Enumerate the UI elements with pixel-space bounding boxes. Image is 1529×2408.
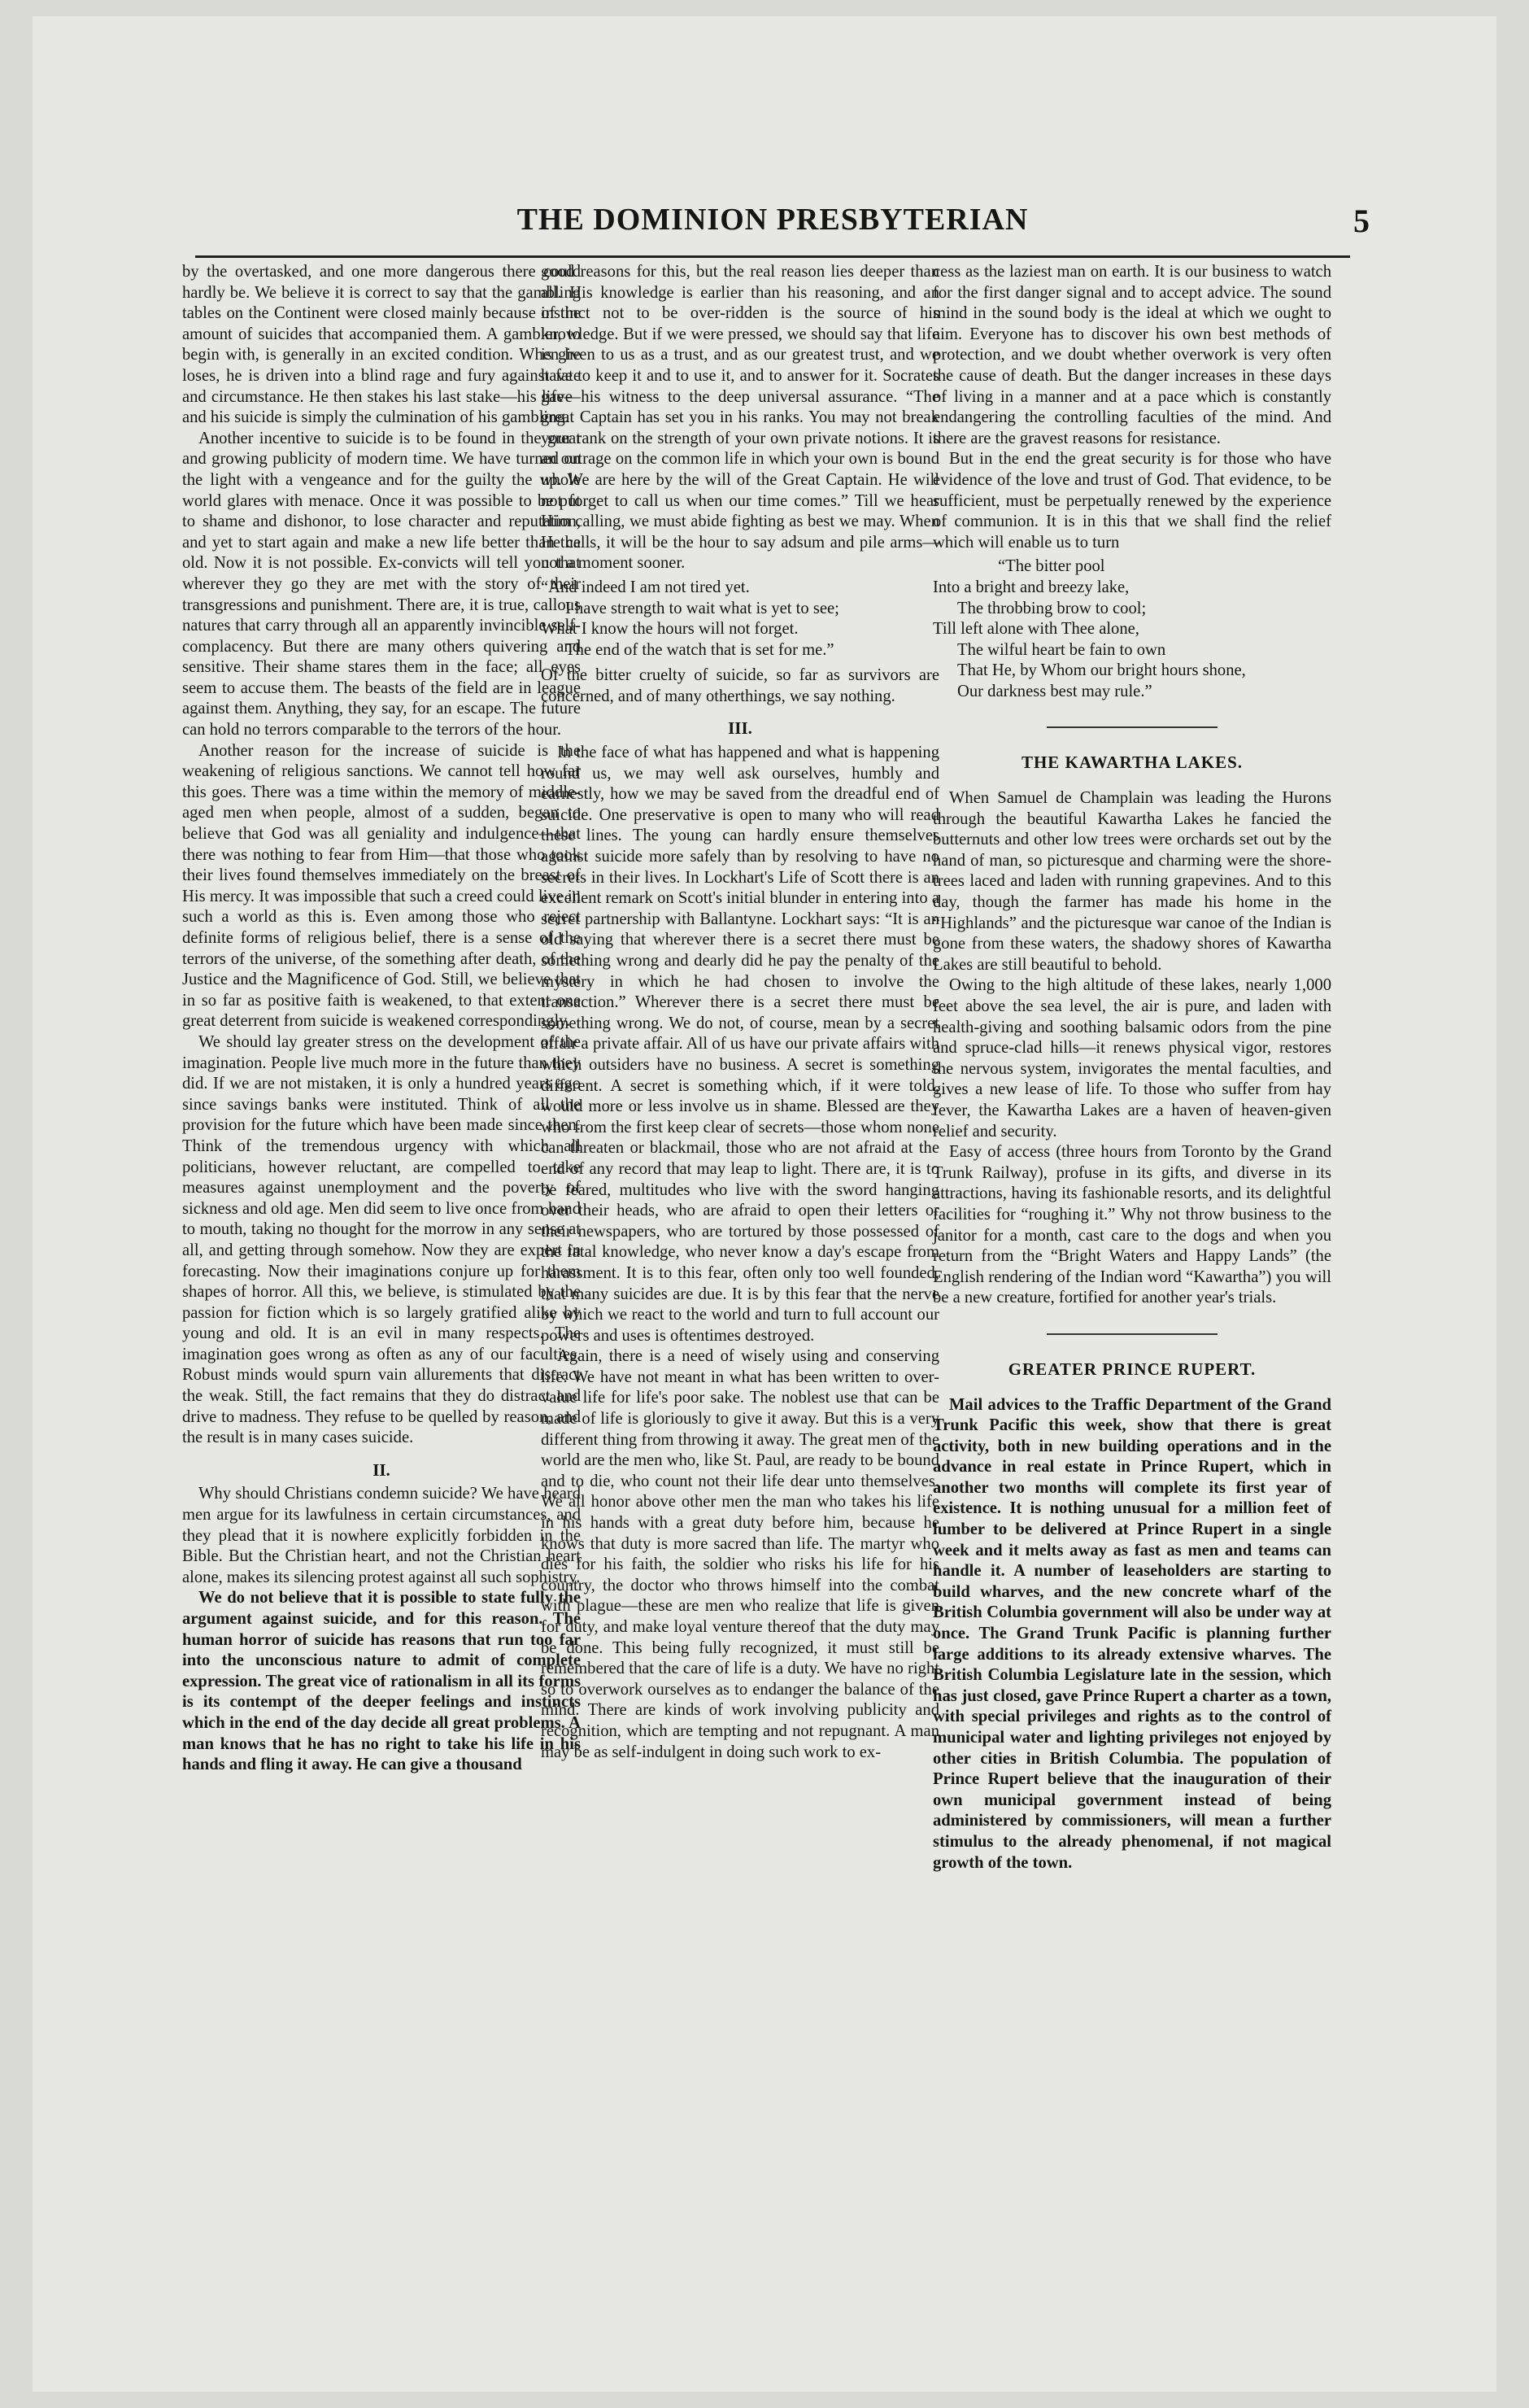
paragraph: When Samuel de Champlain was leading the Hurons through the beautiful Kawartha Lakes he fancied the butternuts and other low trees were orchards set out by the hand of man, so picturesque and charming were the shore-trees laced and laden with running grapevines. And to this day, though the farmer has made his home in the “Highlands” and the picturesque war canoe of the Indian is gone from these waters, the shadowy shores of Kawartha Lakes are still beautiful to behold. bbox=[933, 789, 1331, 974]
verse-line: Into a bright and breezy lake, bbox=[933, 578, 1130, 596]
masthead-title: THE DOMINION PRESBYTERIAN bbox=[516, 203, 1029, 237]
verse-line: I have strength to wait what is yet to see; bbox=[565, 599, 839, 617]
paragraph: In the face of what has happened and what is happening round us, we may well ask ourselves, humbly and earnestly, how we may be saved from the dreadful end of suicide. One preservative is open to many who will read these lines. The young can hardly ensure themselves against suicide more safely than by resolving to have no secrets in their lives. In Lockhart's Life of Scott there is an excellent remark on Scott's initial blunder in entering into a secret partnership with Ballantyne. Lockhart says: “It is an old saying that wherever there is a secret there must be something wrong and dearly did he pay the penalty of the mystery in which he had chosen to involve the transaction.” Wherever there is a secret there must be something wrong. We do not, of course, mean by a secret affair a private affair. All of us have our private affairs with which outsiders have no business. A secret is something different. A secret is something which, if it were told, would more or less involve us in shame. Blessed are they who from the first keep clear of secrets—those whom none can threaten or blackmail, those who are not afraid at the end of any record that may leap to light. There are, it is to be feared, multitudes who live with the sword hanging over their heads, who are afraid to open their letters or their newspapers, who are tortured by those possessed of the fatal knowledge, who never know a day's escape from harassment. It is to this fear, often only too well founded, that many suicides are due. It is by this fear that the nerve by which we react to the world and turn to full account our powers and uses is oftentimes destroyed. bbox=[541, 744, 939, 1345]
column-left bbox=[182, 262, 581, 1776]
page-header bbox=[195, 198, 1370, 258]
page-number: 5 bbox=[1353, 203, 1370, 239]
paragraph: good reasons for this, but the real reason lies deeper than all. His knowledge is earlier than his reasoning, and an instinct not to be over-ridden is the source of his knowledge. But if we were pressed, we should say that life is given to us as a trust, and as our greatest trust, and we have to keep it and to use it, and to answer for it. Socrates gave his witness to the deep universal assurance. “The great Captain has set you in his ranks. You may not break your rank on the strength of your own private notions. It is an outrage on the common life in which your own is bound up. We are here by the will of the Great Captain. He will not forget to call us when our time comes.” Till we hear Him calling, we must abide fighting as best we may. When He calls, it will be the hour to say adsum and pile arms—not a moment sooner. bbox=[541, 263, 939, 573]
section-number: III. bbox=[728, 718, 752, 739]
verse-line: Till left alone with Thee alone, bbox=[933, 620, 1139, 639]
paragraph: Again, there is a need of wisely using and conserving life. We have not meant in what has been written to over-value life for life's poor sake. The noblest use that can be made of life is gloriously to give it away. But this is a very different thing from throwing it away. The great men of the world are the men who, like St. Paul, are ready to be bound and to die, who count not their life dear unto themselves. We all honor above other men the man who takes his life in his hands with a great duty before him, because he knows that duty is more sacred than life. The martyr who dies for his faith, the soldier who risks his life for his country, the doctor who throws himself into the combat with plague—these are men who realize that life is given for duty, and make loyal venture thereof that the duty may be done. This being fully recognized, it must still be remembered that the care of life is a duty. We have no right so to overwork ourselves as to endanger the balance of the mind. There are kinds of work involving publicity and recognition, which are tempting and not repugnant. A man may be as self-indulgent in doing such work to ex- bbox=[541, 1347, 939, 1761]
paragraph: cess as the laziest man on earth. It is our business to watch for the first danger signal and to accept advice. The sound mind in the sound body is the ideal at which we ought to aim. Everyone has to discover his own best methods of protection, and we doubt whether overwork is very often the cause of death. But the danger increases in these days of living in a manner and at a pace which is constantly endangering the controlling faculties of the mind. And there are the gravest reasons for resistance. bbox=[933, 263, 1331, 447]
paragraph: by the overtasked, and one more dangerous there could hardly be. We believe it is correct to say that the gambling tables on the Continent were closed mainly because of the amount of suicides that accompanied them. A gambler, to begin with, is generally in an excited condition. When he loses, he is driven into a blind rage and fury against fate and circumstance. He then stakes his last stake—his life—and his suicide is simply the culmination of his gambling. bbox=[182, 263, 581, 427]
paragraph: Of the bitter cruelty of suicide, so far as survivors are concerned, and of many otherthings, we say nothing. bbox=[541, 666, 939, 705]
paragraph: We do not believe that it is possible to state fully the argument against suicide, and for this reason. The human horror of suicide has reasons that run too far into the unconscious nature to admit of complete expression. The great vice of rationalism in all its forms is its contempt of the deeper feelings and instincts which in the end of the day decide all great problems. A man knows that he has no right to take his life in his hands and fling it away. He can give a thousand bbox=[182, 1589, 581, 1774]
verse-line: The wilful heart be fain to own bbox=[957, 640, 1166, 659]
paragraph: Another reason for the increase of suicide is the weakening of religious sanctions. We cannot tell how far this goes. There was a time within the memory of middle-aged men when people, almost of a sudden, began to believe that God was all geniality and indulgence—that there was nothing to fear from Him—that those who took their lives found themselves immediately on the breast of His mercy. It was impossible that such a creed could live in such a world as this is. Even among those who reject definite forms of religious belief, there is a sense of the terrors of the universe, of the something after death, of the Justice and the Magnificence of God. Still, we believe that in so far as positive faith is weakened, to that extent one great deterrent from suicide is weakened correspondingly. bbox=[182, 741, 581, 1031]
divider-rule bbox=[1047, 1333, 1218, 1335]
verse-line: “The bitter pool bbox=[998, 557, 1105, 576]
section-number: II. bbox=[372, 1459, 390, 1480]
paragraph: We should lay greater stress on the development of the imagination. People live much more in the future than they did. If we are not mistaken, it is only a hundred years ago since savings banks were instituted. Think of all the provision for the future which have been made since then. Think of the tremendous urgency with which all politicians, however reluctant, are compelled to take measures against unemployment and the poverty of sickness and old age. Men did seem to live once from hand to mouth, taking no thought for the morrow in any sense at all, and getting through somehow. Now they are expert in forecasting. Now their imaginations conjure up for them shapes of horror. All this, we believe, is stimulated by the passion for fiction which is so largely gratified alike by young and old. It is an evil in many respects. The imagination goes wrong as often as any of our faculties. Robust minds would spurn vain allurements that distract the weak. Still, the fact remains that they do distract and drive to madness. They refuse to be quelled by reason, and the result is in many cases suicide. bbox=[182, 1032, 581, 1447]
verse-line: “And indeed I am not tired yet. bbox=[541, 578, 750, 596]
column-right bbox=[933, 262, 1331, 1874]
divider-rule bbox=[1047, 726, 1218, 728]
paragraph: Owing to the high altitude of these lakes, nearly 1,000 feet above the sea level, the air is pure, and laden with health-giving and soothing balsamic odors from the pine and spruce-clad hills—it renews physical vigor, restores the nervous system, invigorates the mental faculties, and gives a new lease of life. To those who suffer from hay fever, the Kawartha Lakes are a haven of heaven-given relief and security. bbox=[933, 976, 1331, 1141]
paragraph: Mail advices to the Traffic Department of the Grand Trunk Pacific this week, show that there is great activity, both in new building operations and in the advance in real estate in Prince Rupert, which in another two months will complete its first year of existence. It is nothing unusual for a million feet of lumber to be delivered at Prince Rupert in a single week and it melts away as fast as men and teams can handle it. A number of leaseholders are starting to build wharves, and the new concrete wharf of the British Columbia government will also be under way at once. The Grand Trunk Pacific is planning further large additions to its already extensive wharves. The British Columbia Legislature late in the session, which has just closed, gave Prince Rupert a charter as a town, with special privileges and rights as to the control of municipal water and lighting privileges not enjoyed by other cities in British Columbia. The population of Prince Rupert believe that the inauguration of their own municipal government instead of being administered by commissioners, will mean a further stimulus to the already phenomenal, if not magical growth of the town. bbox=[933, 1395, 1331, 1872]
paragraph: Why should Christians condemn suicide? We have heard men argue for its lawfulness in certain circumstances, and they plead that it is nowhere explicitly forbidden in the Bible. But the Christian heart, and not the Christian heart alone, makes its silencing protest against all such sophistry. bbox=[182, 1485, 581, 1586]
verse-line: The throbbing brow to cool; bbox=[957, 599, 1147, 617]
article-headline: GREATER PRINCE RUPERT. bbox=[1008, 1359, 1257, 1379]
verse-quote bbox=[933, 556, 1331, 702]
newspaper-page bbox=[33, 16, 1496, 2392]
verse-quote bbox=[541, 578, 939, 661]
verse-line: Our darkness best may rule.” bbox=[957, 682, 1152, 700]
paragraph: Another incentive to suicide is to be found in the great and growing publicity of modern time. We have turned on the light with a vengeance and for the guilty the whole world glares with menace. Once it was possible to be put to shame and dishonor, to lose character and reputation, and yet to start again and make a new life better than the old. Now it is not possible. Ex-convicts will tell you that wherever they go they are met with the story of their transgressions and punishment. There are, it is true, callous natures that carry through all an apparently invincible self-complacency. But there are many others quivering and sensitive. Their shame stares them in the face; all eyes seem to accuse them. The beasts of the field are in league against them. Anything, they say, for an escape. The future can hold no terrors comparable to the terrors of the hour. bbox=[182, 429, 581, 739]
verse-line: What I know the hours will not forget. bbox=[541, 620, 799, 639]
paragraph: Easy of access (three hours from Toronto by the Grand Trunk Railway), profuse in its gifts, and diverse in its attractions, having its fashionable resorts, and its delightful facilities for “roughing it.” Why not throw business to the janitor for a month, cast care to the dogs and when you return from the “Bright Waters and Happy Lands” (the English rendering of the Indian word “Kawartha”) you will be a new creature, fortified for another year's trials. bbox=[933, 1143, 1331, 1307]
column-middle bbox=[541, 262, 939, 1763]
verse-line: That He, by Whom our bright hours shone, bbox=[957, 661, 1246, 680]
verse-line: The end of the watch that is set for me.” bbox=[565, 640, 834, 659]
article-headline: THE KAWARTHA LAKES. bbox=[1021, 752, 1244, 773]
paragraph: But in the end the great security is for those who have evidence of the love and trust of God. That evidence, to be sufficient, must be perpetually renewed by the experience of communion. It is in this that we shall find the relief which will enable us to turn bbox=[933, 450, 1331, 552]
